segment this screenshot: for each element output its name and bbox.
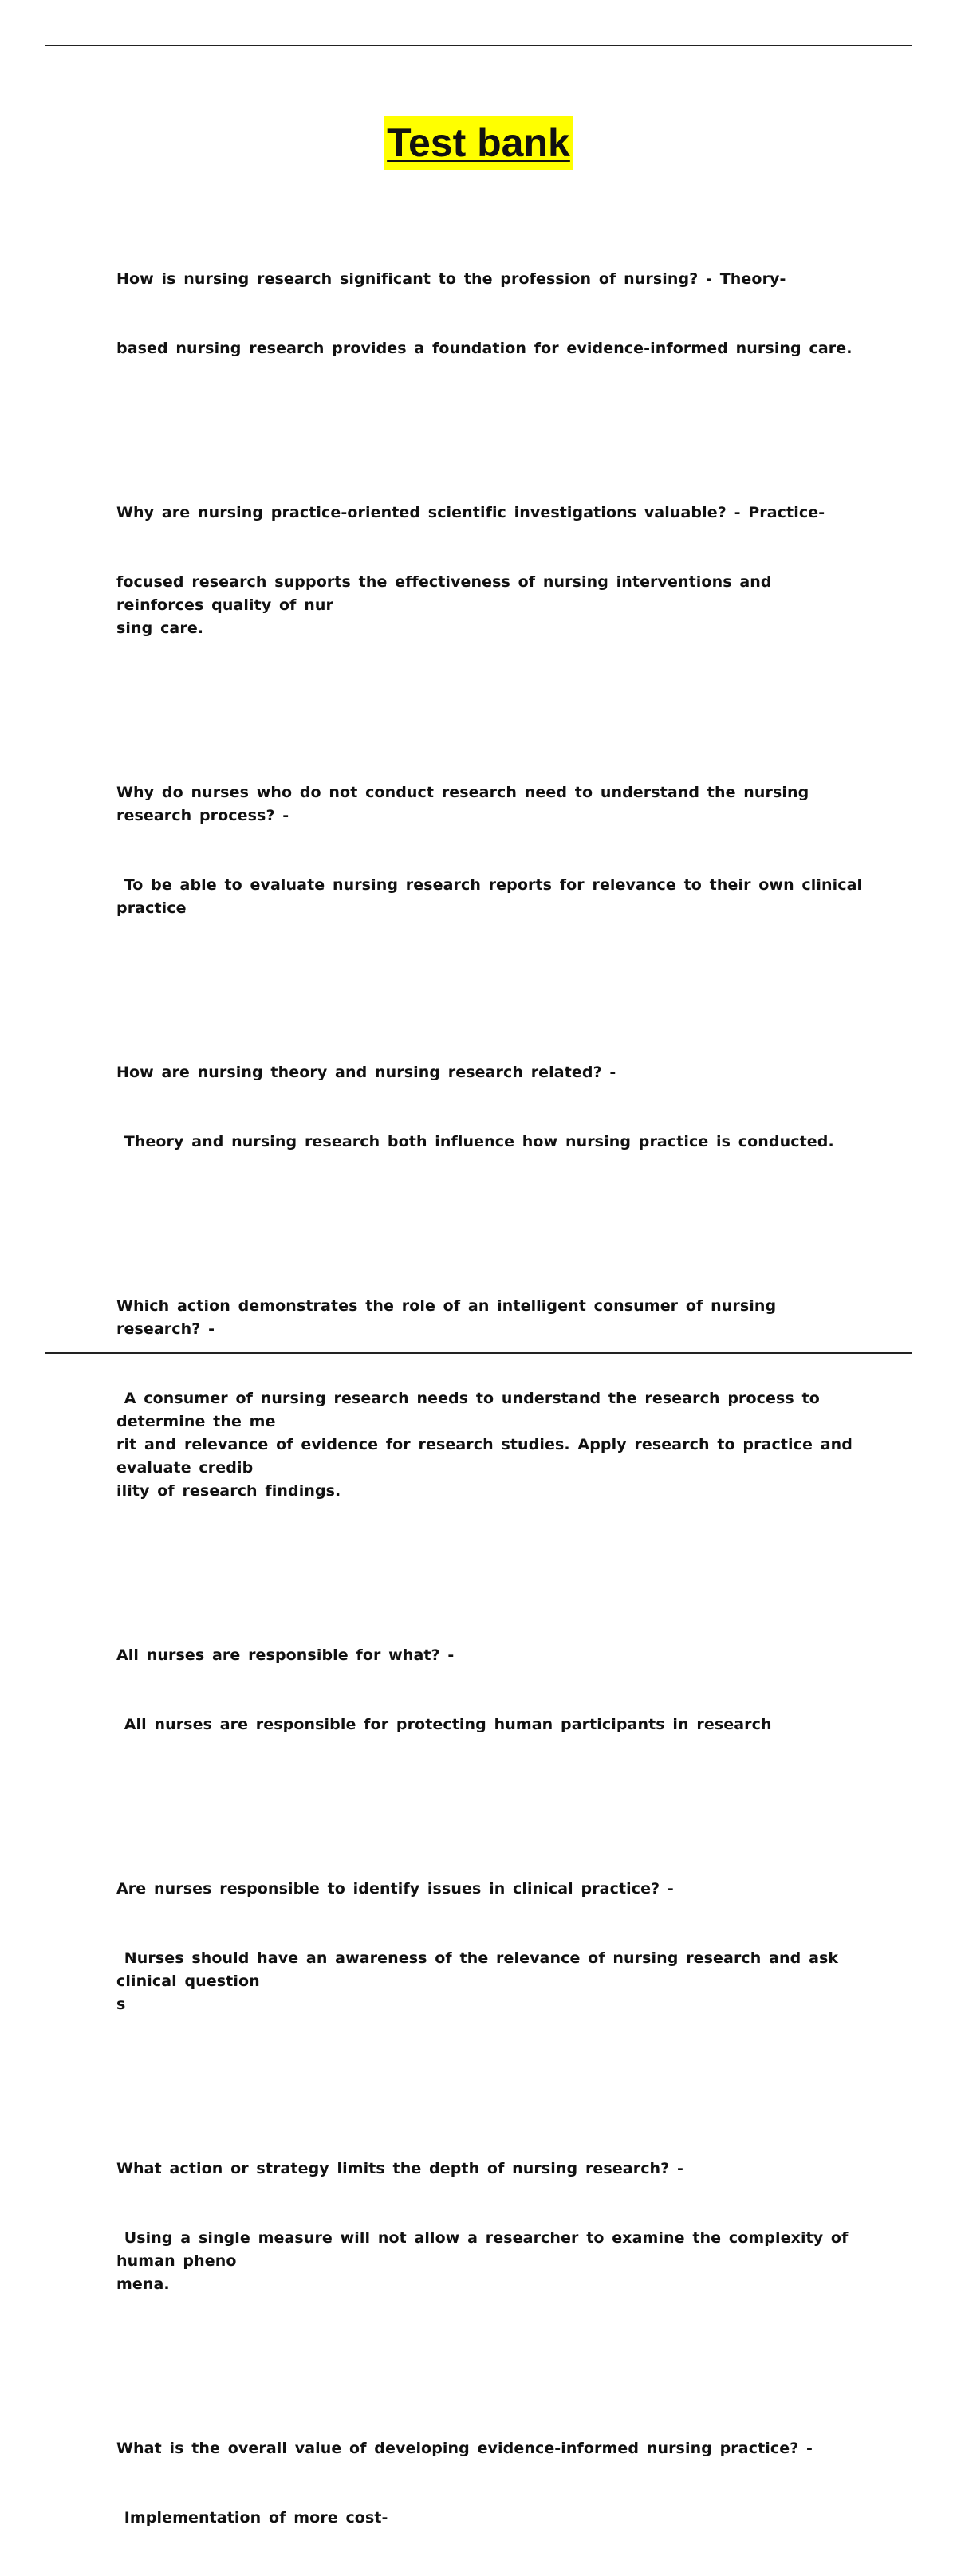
page-title: Test bank <box>384 116 573 170</box>
question-text: Are nurses responsible to identify issues in clinical practice? - <box>116 1880 674 1898</box>
qa-item <box>116 455 866 686</box>
question-text: What is the overall value of developing evidence-informed nursing practice? - <box>116 2440 813 2457</box>
answer-text: All nurses are responsible for protecting human participants in research <box>116 1716 772 1733</box>
answer-text: To be able to evaluate nursing research reports for relevance to their own clinical practice <box>116 876 870 917</box>
answer-text: Using a single measure will not allow a researcher to examine the complexity of human pheno mena. <box>116 2229 849 2293</box>
question-text: All nurses are responsible for what? - <box>116 1646 455 1664</box>
answer-text: Implementation of more cost- <box>116 2509 388 2527</box>
answer-text: Theory and nursing research both influence how nursing practice is conducted. <box>116 1133 834 1150</box>
qa-item <box>116 1598 866 1783</box>
question-text: What action or strategy limits the depth of nursing research? - <box>116 2160 684 2177</box>
bottom-rule <box>45 1352 912 1354</box>
answer-text: A consumer of nursing research needs to understand the research process to determine the me rit and relevance of evidence for research studies. Apply research to practice and evaluate credib ility of research findings. <box>116 1390 853 1500</box>
qa-item <box>116 2111 866 2342</box>
qa-item <box>116 1015 866 1200</box>
question-text: Which action demonstrates the role of an intelligent consumer of nursing research? - <box>116 1297 784 1338</box>
qa-list <box>116 222 870 2576</box>
answer-text: Nurses should have an awareness of the relevance of nursing research and ask clinical question s <box>116 1949 839 2013</box>
answer-text: based nursing research provides a foundation for evidence-informed nursing care. <box>116 340 853 357</box>
top-rule <box>45 45 912 46</box>
question-text: How is nursing research significant to the profession of nursing? - Theory- <box>116 270 786 288</box>
question-text: Why are nursing practice-oriented scientific investigations valuable? - Practice- <box>116 504 825 521</box>
qa-item <box>116 1249 866 1549</box>
answer-text: focused research supports the effectiveness of nursing interventions and reinforces quality of nur sing care. <box>116 573 772 637</box>
question-text: How are nursing theory and nursing research related? - <box>116 1064 616 1081</box>
qa-item <box>116 2391 866 2576</box>
qa-item <box>116 735 870 966</box>
qa-item <box>116 222 866 407</box>
title-container <box>0 116 957 170</box>
qa-item <box>116 1831 866 2063</box>
question-text: Why do nurses who do not conduct research need to understand the nursing research process? - <box>116 784 817 824</box>
